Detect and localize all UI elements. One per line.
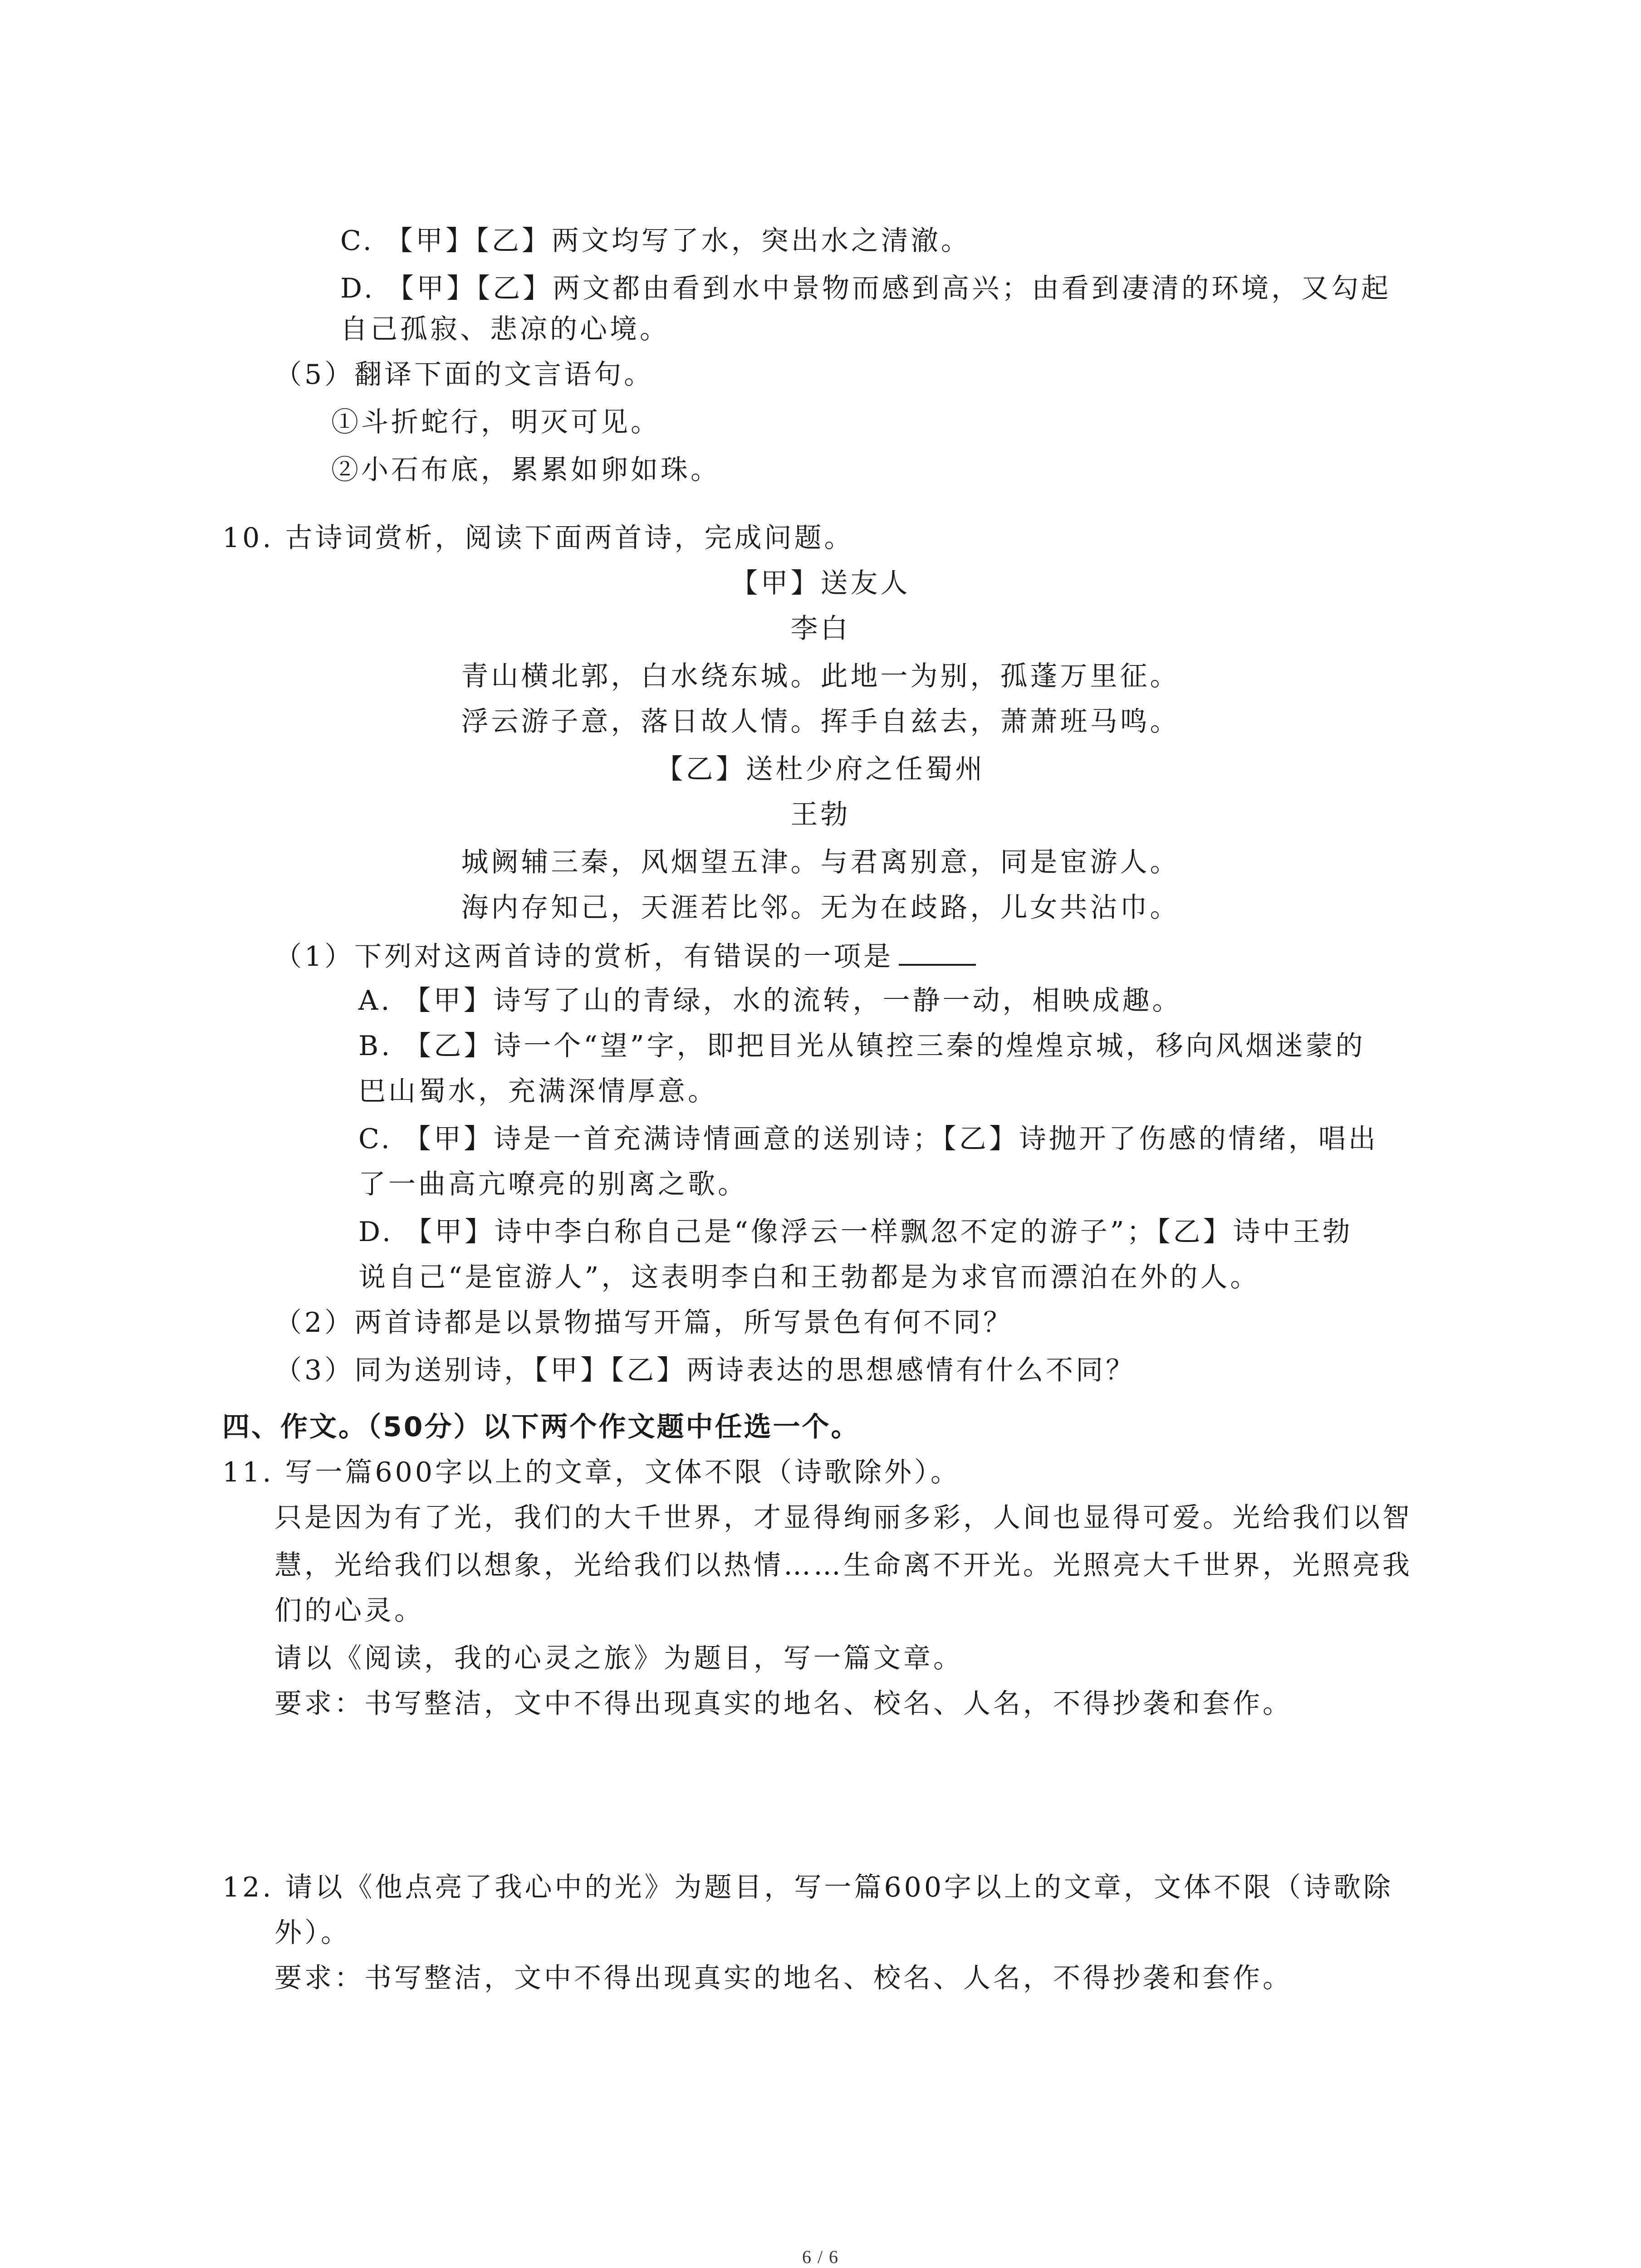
q9-sub5-title: （5）翻译下面的文言语句。 xyxy=(274,359,654,391)
q10-title: 10. 古诗词赏析，阅读下面两首诗，完成问题。 xyxy=(222,522,854,554)
q10-option-d-line2: 说自己“是宦游人”，这表明李白和王勃都是为求官而漂泊在外的人。 xyxy=(358,1261,1260,1293)
q10-poem1-title: 【甲】送友人 xyxy=(730,567,911,599)
q10-option-a: A. 【甲】诗写了山的青绿，水的流转，一静一动，相映成趣。 xyxy=(358,985,1182,1017)
q10-sub2: （2）两首诗都是以景物描写开篇，所写景色有何不同？ xyxy=(274,1307,1014,1339)
q10-sub1-title: （1）下列对这两首诗的赏析，有错误的一项是 xyxy=(274,941,894,973)
q9-option-c: C. 【甲】【乙】两文均写了水，突出水之清澈。 xyxy=(340,225,971,257)
q10-option-c-line2: 了一曲高亢嘹亮的别离之歌。 xyxy=(358,1168,748,1200)
q9-sub5-item1: ①斗折蛇行，明灭可见。 xyxy=(331,406,661,438)
q9-sub5-item2: ②小石布底，累累如卵如珠。 xyxy=(331,454,720,486)
q10-option-b-line2: 巴山蜀水，充满深情厚意。 xyxy=(358,1075,718,1107)
q10-sub3: （3）同为送别诗，【甲】【乙】两诗表达的思想感情有什么不同？ xyxy=(274,1354,1136,1386)
q10-option-c-line1: C. 【甲】诗是一首充满诗情画意的送别诗；【乙】诗抛开了伤感的情绪，唱出 xyxy=(358,1123,1378,1155)
q10-poem1-author: 李白 xyxy=(790,613,851,645)
q12-line3: 要求：书写整洁，文中不得出现真实的地名、校名、人名，不得抄袭和套作。 xyxy=(274,1962,1293,1994)
q9-option-d-line2: 自己孤寂、悲凉的心境。 xyxy=(340,313,670,345)
q12-line1: 12. 请以《他点亮了我心中的光》为题目，写一篇600字以上的文章，文体不限（诗歌除 xyxy=(222,1872,1394,1903)
q10-poem1-line1: 青山横北郭，白水绕东城。此地一为别，孤蓬万里征。 xyxy=(461,660,1180,692)
q11-line3: 慧，光给我们以想象，光给我们以热情……生命离不开光。光照亮大千世界，光照亮我 xyxy=(274,1549,1412,1581)
answer-blank[interactable] xyxy=(899,937,976,966)
q10-poem2-line2: 海内存知己，天涯若比邻。无为在歧路，儿女共沾巾。 xyxy=(461,892,1180,924)
q10-option-b-line1: B. 【乙】诗一个“望”字，即把目光从镇控三秦的煌煌京城，移向风烟迷蒙的 xyxy=(358,1030,1366,1062)
q11-line4: 们的心灵。 xyxy=(274,1595,424,1627)
q10-poem2-line1: 城阙辅三秦，风烟望五津。与君离别意，同是宦游人。 xyxy=(461,846,1180,878)
q11-line2: 只是因为有了光，我们的大千世界，才显得绚丽多彩，人间也显得可爱。光给我们以智 xyxy=(274,1502,1412,1534)
q11-line5: 请以《阅读，我的心灵之旅》为题目，写一篇文章。 xyxy=(274,1642,963,1674)
q10-poem2-title: 【乙】送杜少府之任蜀州 xyxy=(656,753,985,785)
q10-option-d-line1: D. 【甲】诗中李白称自己是“像浮云一样飘忽不定的游子”；【乙】诗中王勃 xyxy=(358,1216,1353,1248)
q9-option-d-line1: D. 【甲】【乙】两文都由看到水中景物而感到高兴；由看到凄清的环境，又勾起 xyxy=(340,273,1391,304)
q10-sub1 xyxy=(274,937,976,973)
q12-line2: 外）。 xyxy=(274,1917,351,1949)
page-number: 6 / 6 xyxy=(802,2247,839,2267)
q11-line6: 要求：书写整洁，文中不得出现真实的地名、校名、人名，不得抄袭和套作。 xyxy=(274,1688,1293,1720)
q10-poem1-line2: 浮云游子意，落日故人情。挥手自兹去，萧萧班马鸣。 xyxy=(461,706,1180,738)
q10-poem2-author: 王勃 xyxy=(790,799,851,831)
q11-line1: 11. 写一篇600字以上的文章，文体不限（诗歌除外）。 xyxy=(222,1457,961,1488)
section4-heading: 四、作文。（50分）以下两个作文题中任选一个。 xyxy=(222,1411,860,1443)
